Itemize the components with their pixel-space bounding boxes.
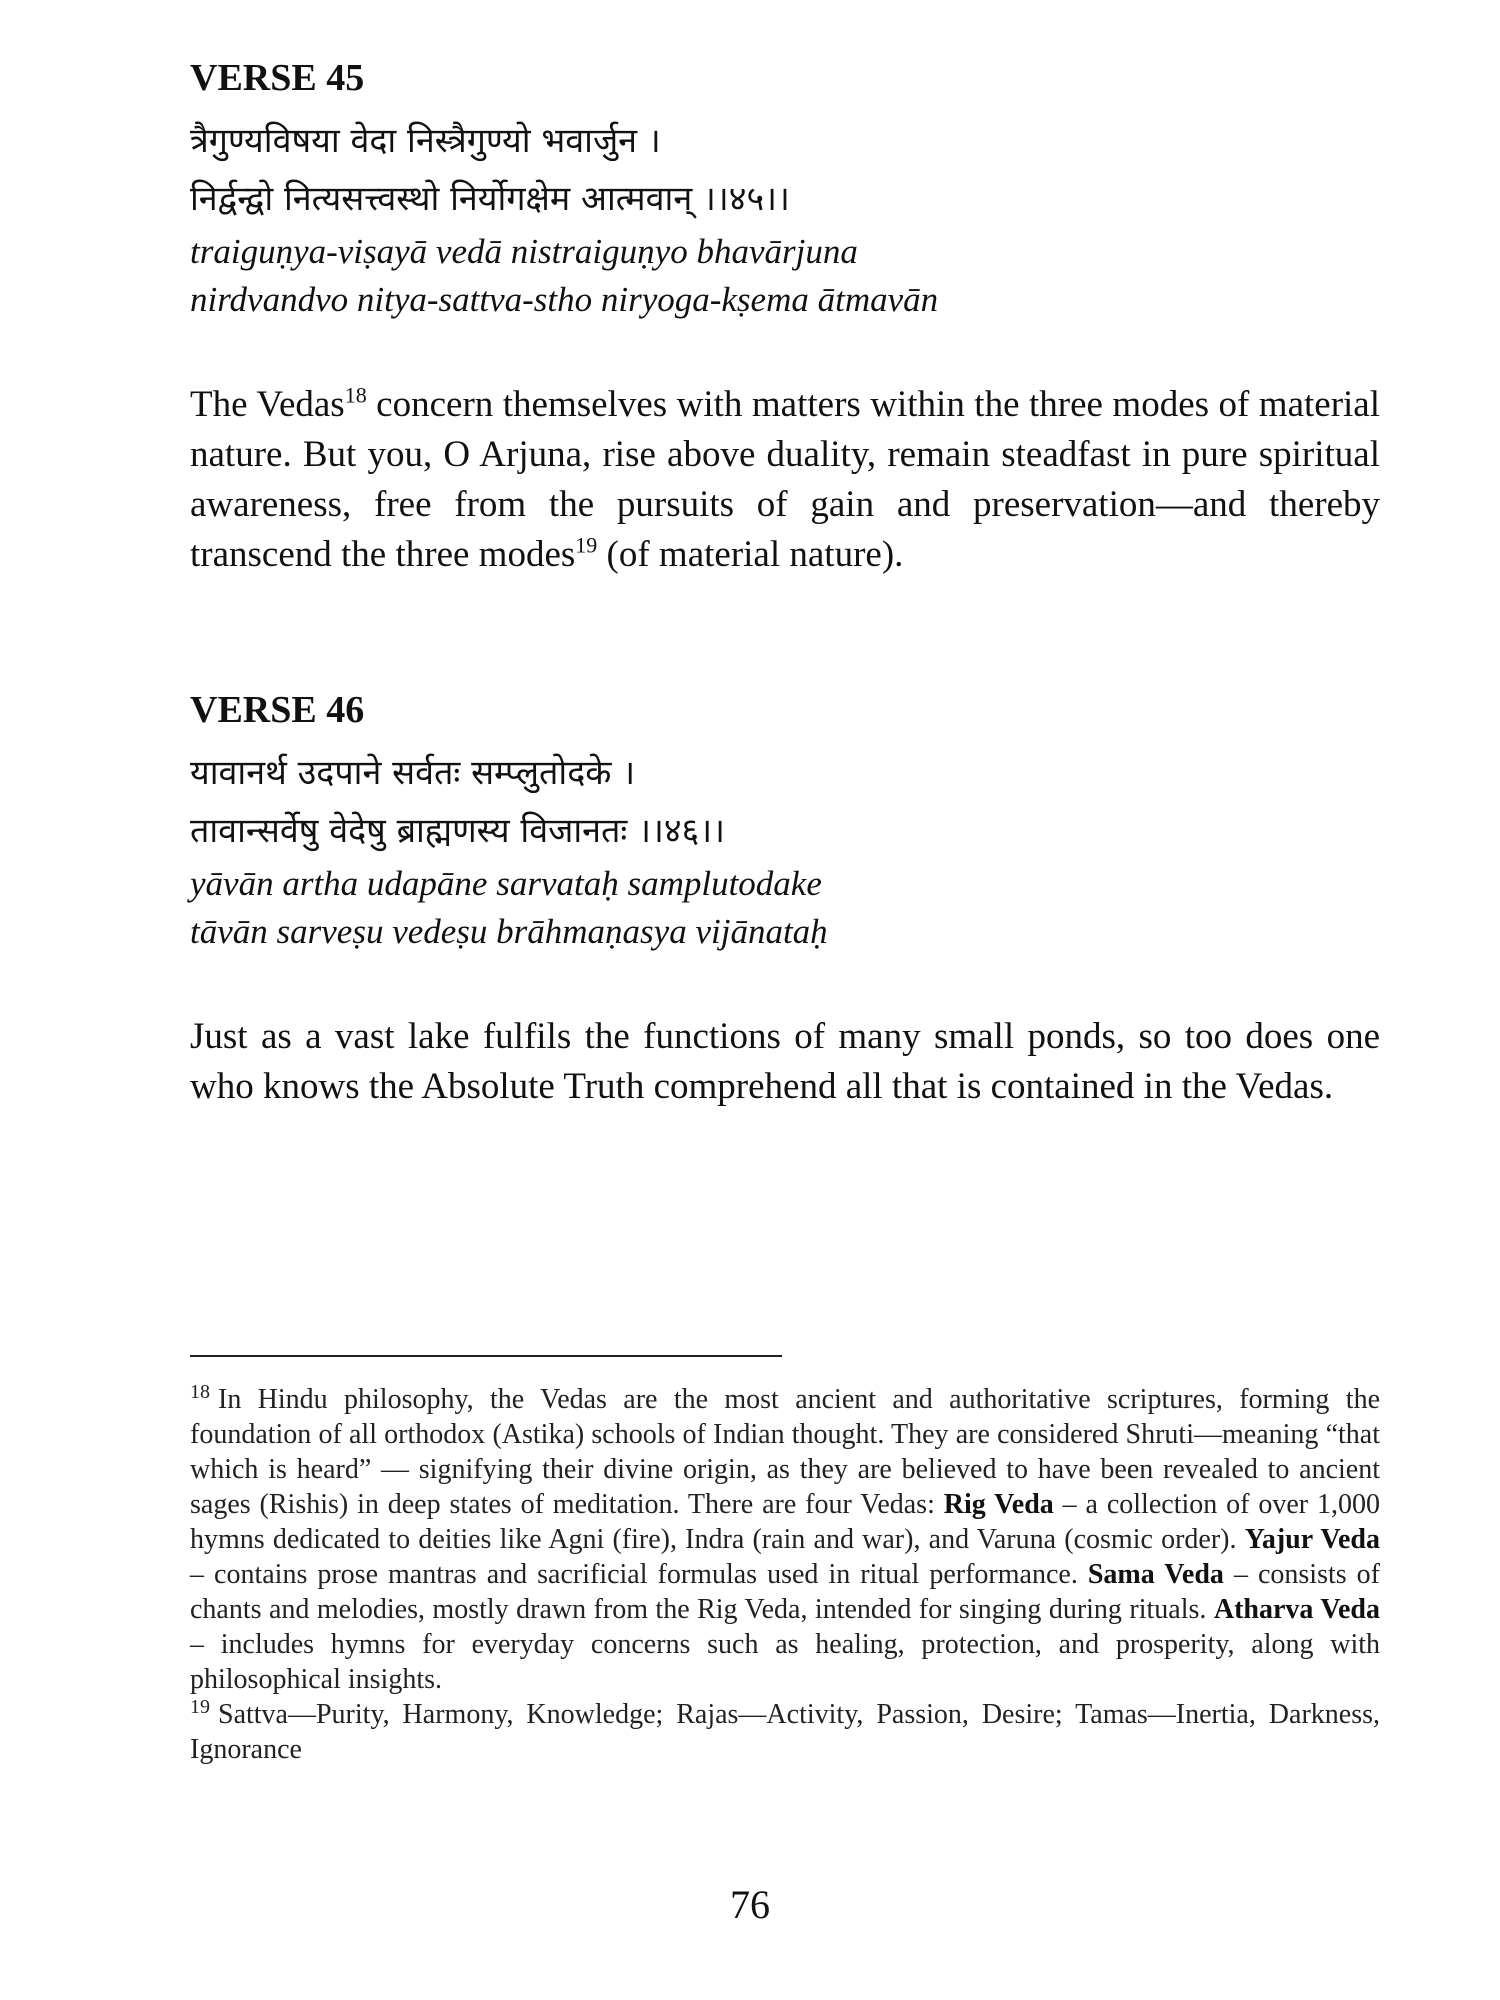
sanskrit-line: तावान्सर्वेषु वेदेषु ब्राह्मणस्य विजानतः ।।४६।। bbox=[190, 811, 725, 851]
footnote-19 bbox=[190, 1697, 1380, 1767]
transliteration-line: tāvān sarveṣu vedeṣu brāhmaṇasya vijānataḥ bbox=[190, 912, 828, 951]
verse-46 bbox=[190, 684, 1380, 1112]
footnote-18 bbox=[190, 1382, 1380, 1697]
sanskrit-line: निर्द्वन्द्वो नित्यसत्त्वस्थो निर्योगक्षेम आत्मवान् ।।४५।। bbox=[190, 179, 790, 219]
verse-translation: Just as a vast lake fulfils the functions of many small ponds, so too does one who knows the Absolute Truth comprehend all that is contained in the Vedas. bbox=[190, 1016, 1380, 1107]
footnote-text: Sattva—Purity, Harmony, Knowledge; Rajas—Activity, Passion, Desire; Tamas—Inertia, Darkness, Ignorance bbox=[190, 1699, 1380, 1765]
footnote-text: – a collection of over 1,000 hymns dedicated to deities like Agni (fire), Indra (rain and war), and Varuna (cosmic order). bbox=[190, 1489, 1380, 1555]
translation-text: The Vedas bbox=[190, 384, 345, 425]
transliteration-line: yāvān artha udapāne sarvataḥ samplutodake bbox=[190, 864, 822, 903]
veda-name: Yajur Veda bbox=[1244, 1524, 1380, 1555]
verse-translation bbox=[190, 380, 1380, 580]
verse-heading: VERSE 46 bbox=[190, 689, 365, 731]
footnote-text: – includes hymns for everyday concerns such as healing, protection, and prosperity, along with philosophical insights. bbox=[190, 1629, 1380, 1695]
footnotes bbox=[190, 1382, 1380, 1767]
verse-heading: VERSE 45 bbox=[190, 57, 365, 99]
footnote-text: – contains prose mantras and sacrificial formulas used in ritual performance. bbox=[190, 1559, 1088, 1590]
veda-name: Rig Veda bbox=[943, 1489, 1054, 1520]
page-number: 76 bbox=[730, 1882, 770, 1927]
footnote-number: 19 bbox=[190, 1695, 210, 1718]
footnote-ref: 18 bbox=[344, 382, 367, 408]
translation-text: concern themselves with matters within the three modes of material nature. But you, O Arjuna, rise above duality, remain steadfast in pure spiritual awareness, free from the pursuits of gain and preservation—and thereby transcend the three modes bbox=[190, 384, 1381, 575]
footnote-number: 18 bbox=[190, 1380, 210, 1403]
translation-text: (of material nature). bbox=[597, 534, 904, 575]
verse-45 bbox=[190, 52, 1380, 580]
sanskrit-line: त्रैगुण्यविषया वेदा निस्त्रैगुण्यो भवार्जुन । bbox=[190, 121, 661, 161]
veda-name: Atharva Veda bbox=[1213, 1594, 1380, 1625]
sanskrit-line: यावानर्थ उदपाने सर्वतः सम्प्लुतोदके । bbox=[190, 753, 636, 793]
transliteration-line: traiguṇya-viṣayā vedā nistraiguṇyo bhavārjuna bbox=[190, 232, 858, 271]
footnote-text: – consists of chants and melodies, mostly drawn from the Rig Veda, intended for singing during rituals. bbox=[190, 1559, 1381, 1625]
veda-name: Sama Veda bbox=[1087, 1559, 1224, 1590]
footnote-ref: 19 bbox=[575, 532, 598, 558]
footnote-text: In Hindu philosophy, the Vedas are the most ancient and authoritative scriptures, forming the foundation of all orthodox (Astika) schools of Indian thought. They are considered Shruti—meaning “that which is heard” — signifying their divine origin, as they are believed to have been revealed to ancient sages (Rishis) in deep states of meditation. There are four Vedas: bbox=[190, 1384, 1380, 1520]
transliteration-line: nirdvandvo nitya-sattva-stho niryoga-kṣema ātmavān bbox=[190, 280, 939, 319]
footnote-divider bbox=[190, 1355, 782, 1357]
